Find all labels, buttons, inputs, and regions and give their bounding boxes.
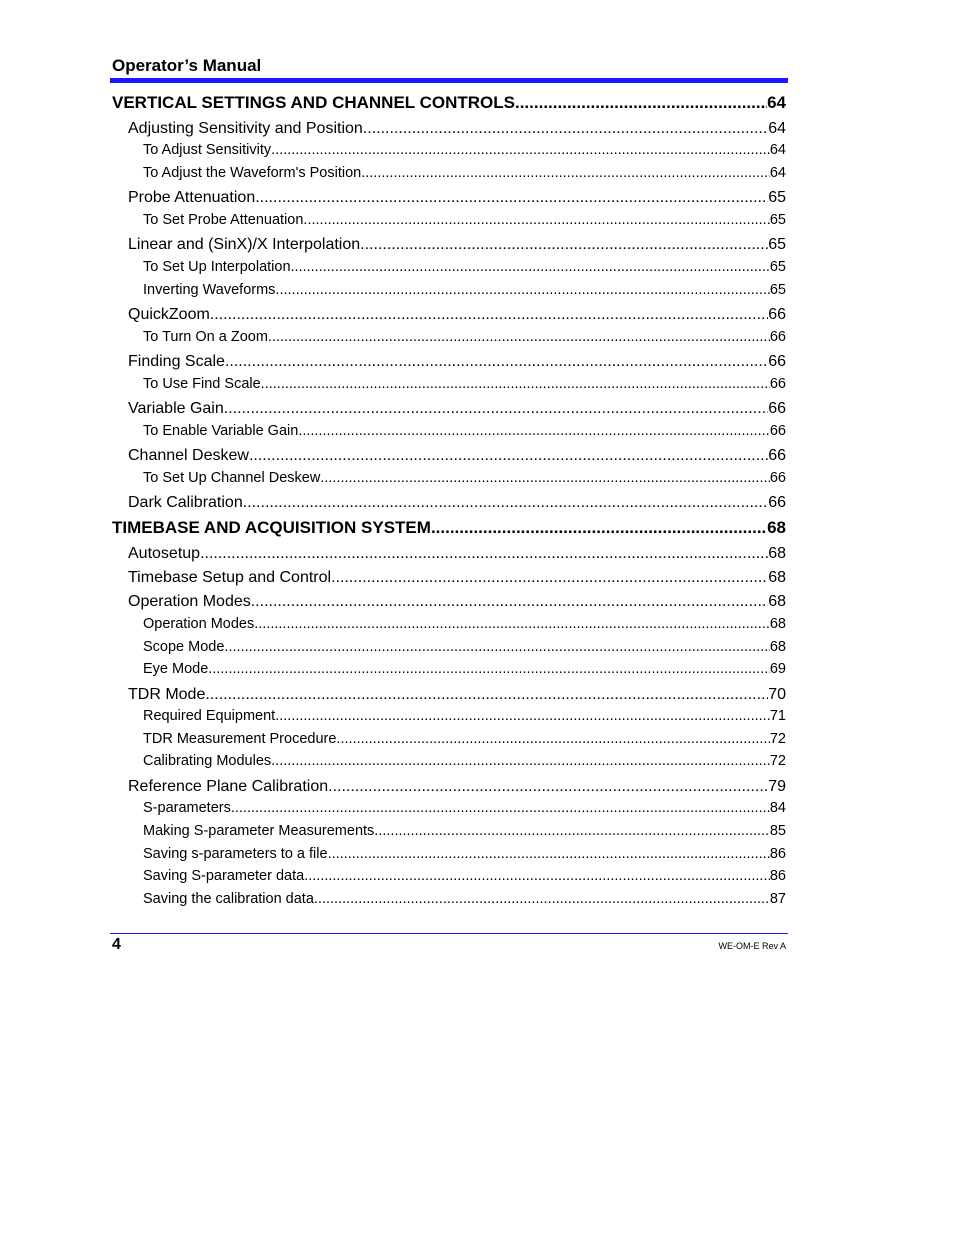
toc-entry-page: 66 xyxy=(769,470,786,486)
toc-entry-page: 68 xyxy=(768,593,786,610)
toc-entry-title: VERTICAL SETTINGS AND CHANNEL CONTROLS xyxy=(112,93,515,112)
toc-entry-title: S-parameters xyxy=(143,800,231,816)
toc-leader-dots xyxy=(515,92,767,114)
toc-leader-dots xyxy=(374,822,770,840)
toc-entry[interactable] xyxy=(143,845,786,863)
toc-leader-dots xyxy=(331,568,768,588)
toc-entry-page: 86 xyxy=(769,868,786,884)
page-header-title: Operator’s Manual xyxy=(112,56,262,75)
toc-entry-page: 68 xyxy=(769,616,786,632)
toc-entry-page: 84 xyxy=(769,800,786,816)
toc-entry-page: 66 xyxy=(769,423,786,439)
toc-entry-page: 65 xyxy=(768,236,786,253)
toc-entry-page: 68 xyxy=(769,639,786,655)
toc-entry-page: 86 xyxy=(769,846,786,862)
toc-entry-title: Linear and (SinX)/X Interpolation xyxy=(128,236,361,253)
toc-leader-dots xyxy=(275,281,769,299)
toc-entry[interactable] xyxy=(128,399,786,419)
toc-entry-title: Saving s-parameters to a file xyxy=(143,846,328,862)
toc-leader-dots xyxy=(271,752,770,770)
toc-leader-dots xyxy=(251,592,768,612)
toc-entry-title: QuickZoom xyxy=(128,306,210,323)
toc-entry[interactable] xyxy=(143,615,786,633)
toc-entry-page: 65 xyxy=(768,189,786,206)
toc-entry-page: 66 xyxy=(768,353,786,370)
toc-entry-page: 68 xyxy=(768,545,786,562)
toc-entry[interactable] xyxy=(143,258,786,276)
toc-leader-dots xyxy=(328,777,768,797)
toc-entry[interactable] xyxy=(128,777,786,797)
toc-entry[interactable] xyxy=(128,119,786,139)
footer-page-number: 4 xyxy=(112,936,121,953)
toc-entry-title: Saving the calibration data xyxy=(143,891,314,907)
toc-entry-title: To Enable Variable Gain xyxy=(143,423,299,439)
toc-entry[interactable] xyxy=(128,188,786,208)
toc-entry-title: To Turn On a Zoom xyxy=(143,329,268,345)
header-rule xyxy=(110,78,788,83)
toc-leader-dots xyxy=(224,638,769,656)
toc-entry[interactable] xyxy=(143,890,786,908)
toc-entry-title: To Use Find Scale xyxy=(143,376,261,392)
toc-entry[interactable] xyxy=(143,752,786,770)
toc-entry-page: 65 xyxy=(769,212,786,228)
toc-entry-title: Variable Gain xyxy=(128,400,224,417)
toc-entry-page: 65 xyxy=(769,259,786,275)
toc-entry-page: 68 xyxy=(767,518,786,537)
toc-leader-dots xyxy=(224,399,768,419)
toc-entry[interactable] xyxy=(143,211,786,229)
toc-entry[interactable] xyxy=(112,92,786,114)
toc-entry[interactable] xyxy=(143,730,786,748)
toc-entry-page: 69 xyxy=(769,661,786,677)
toc-entry-page: 66 xyxy=(769,329,786,345)
toc-entry-page: 72 xyxy=(769,731,786,747)
toc-entry-title: To Set Up Interpolation xyxy=(143,259,291,275)
toc-entry-page: 64 xyxy=(767,93,786,112)
toc-leader-dots xyxy=(255,188,768,208)
toc-entry[interactable] xyxy=(143,328,786,346)
toc-entry[interactable] xyxy=(143,707,786,725)
toc-leader-dots xyxy=(304,867,770,885)
toc-leader-dots xyxy=(200,544,768,564)
toc-entry-title: To Adjust the Waveform's Position xyxy=(143,165,362,181)
toc-entry-title: TDR Mode xyxy=(128,686,206,703)
toc-entry-page: 70 xyxy=(768,686,786,703)
toc-entry-page: 66 xyxy=(768,306,786,323)
toc-leader-dots xyxy=(243,493,768,513)
toc-leader-dots xyxy=(303,211,769,229)
toc-entry[interactable] xyxy=(143,660,786,678)
toc-entry[interactable] xyxy=(128,544,786,564)
toc-entry-title: Autosetup xyxy=(128,545,201,562)
toc-leader-dots xyxy=(261,375,770,393)
toc-entry-page: 66 xyxy=(768,400,786,417)
toc-entry[interactable] xyxy=(128,568,786,588)
toc-leader-dots xyxy=(208,660,770,678)
toc-entry-title: To Adjust Sensitivity xyxy=(143,142,272,158)
toc-entry-title: Scope Mode xyxy=(143,639,225,655)
toc-entry[interactable] xyxy=(143,375,786,393)
toc-entry-title: Finding Scale xyxy=(128,353,225,370)
toc-entry-page: 66 xyxy=(768,494,786,511)
toc-entry-title: Saving S-parameter data xyxy=(143,868,305,884)
toc-entry-title: To Set Up Channel Deskew xyxy=(143,470,321,486)
toc-entry[interactable] xyxy=(128,352,786,372)
toc-leader-dots xyxy=(254,615,770,633)
toc-leader-dots xyxy=(336,730,769,748)
toc-entry-title: Probe Attenuation xyxy=(128,189,256,206)
toc-leader-dots xyxy=(291,258,770,276)
toc-entry-title: Operation Modes xyxy=(128,593,251,610)
toc-entry-title: To Set Probe Attenuation xyxy=(143,212,304,228)
toc-entry-page: 66 xyxy=(769,376,786,392)
toc-entry[interactable] xyxy=(143,164,786,182)
toc-leader-dots xyxy=(225,352,768,372)
toc-entry[interactable] xyxy=(143,638,786,656)
toc-entry-page: 71 xyxy=(769,708,786,724)
toc-entry-page: 66 xyxy=(768,447,786,464)
toc-leader-dots xyxy=(231,799,770,817)
toc-leader-dots xyxy=(314,890,770,908)
toc-entry-title: Operation Modes xyxy=(143,616,255,632)
toc-entry-title: Required Equipment xyxy=(143,708,276,724)
toc-entry[interactable] xyxy=(143,867,786,885)
toc-entry-page: 79 xyxy=(768,778,786,795)
toc-leader-dots xyxy=(298,422,770,440)
toc-entry-page: 64 xyxy=(769,165,786,181)
toc-entry[interactable] xyxy=(143,822,786,840)
toc-entry[interactable] xyxy=(128,493,786,513)
toc-entry-title: Timebase Setup and Control xyxy=(128,569,332,586)
toc-entry[interactable] xyxy=(128,685,786,705)
toc-entry-title: Inverting Waveforms xyxy=(143,282,276,298)
toc-entry[interactable] xyxy=(143,469,786,487)
toc-entry[interactable] xyxy=(143,141,786,159)
toc-leader-dots xyxy=(328,845,770,863)
toc-entry[interactable] xyxy=(143,281,786,299)
toc-entry-title: Reference Plane Calibration xyxy=(128,778,329,795)
toc-leader-dots xyxy=(320,469,770,487)
toc-leader-dots xyxy=(431,517,767,539)
toc-leader-dots xyxy=(210,305,768,325)
toc-leader-dots xyxy=(205,685,768,705)
toc-entry-title: Eye Mode xyxy=(143,661,209,677)
toc-entry-title: Making S-parameter Measurements xyxy=(143,823,375,839)
footer-document-id: WE-OM-E Rev A xyxy=(718,941,786,951)
footer-rule xyxy=(110,933,788,934)
toc-entry[interactable] xyxy=(128,446,786,466)
toc-entry-page: 65 xyxy=(769,282,786,298)
toc-entry[interactable] xyxy=(128,235,786,255)
toc-entry-title: Adjusting Sensitivity and Position xyxy=(128,120,363,137)
toc-entry-page: 64 xyxy=(769,142,786,158)
toc-entry[interactable] xyxy=(112,517,786,539)
toc-entry-title: TDR Measurement Procedure xyxy=(143,731,337,747)
toc-leader-dots xyxy=(275,707,770,725)
toc-leader-dots xyxy=(271,141,770,159)
toc-leader-dots xyxy=(268,328,770,346)
toc-leader-dots xyxy=(361,164,770,182)
toc-entry-page: 85 xyxy=(769,823,786,839)
toc-entry-title: Dark Calibration xyxy=(128,494,243,511)
toc-leader-dots xyxy=(249,446,768,466)
toc-entry-title: Calibrating Modules xyxy=(143,753,272,769)
toc-entry[interactable] xyxy=(128,305,786,325)
toc-leader-dots xyxy=(360,235,768,255)
toc-leader-dots xyxy=(363,119,768,139)
toc-entry-page: 68 xyxy=(768,569,786,586)
toc-entry[interactable] xyxy=(143,799,786,817)
toc-entry-page: 64 xyxy=(768,120,786,137)
toc-entry-title: TIMEBASE AND ACQUISITION SYSTEM xyxy=(112,518,431,537)
toc-entry[interactable] xyxy=(143,422,786,440)
toc-entry-title: Channel Deskew xyxy=(128,447,249,464)
toc-entry-page: 87 xyxy=(769,891,786,907)
toc-entry-page: 72 xyxy=(769,753,786,769)
toc-entry[interactable] xyxy=(128,592,786,612)
